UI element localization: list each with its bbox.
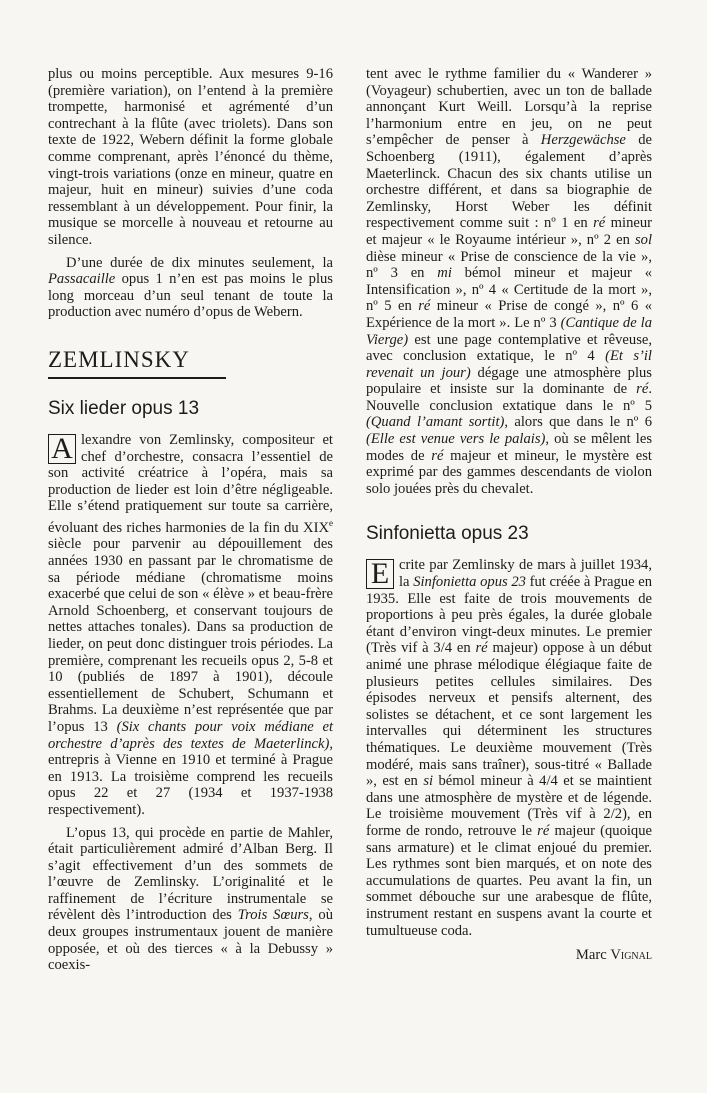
drop-cap: A xyxy=(48,434,76,464)
left-column xyxy=(48,66,333,974)
paragraph-opus13: L’opus 13, qui procède en partie de Mahler, était particulièrement admiré d’Alban Berg. Il s’agit effectivement d’un des sommets de l’œuvre de Zemlinsky. L’originalité et le raffinement de l’écriture instrumentale se révèlent dès l’introduction des Trois Sœurs, où deux groupes instrumentaux jouent de manière opposée, et où des tierces « à la Debussy » coexis- xyxy=(48,824,334,974)
paragraph-webern-variations: plus ou moins perceptible. Aux mesures 9-16 (première variation), on l’entend à la première trompette, harmonisé et agrémenté d’un contrechant à la flûte (avec triolets). Dans son texte de 1922, Webern définit la forme globale comme comprenant, après l’énoncé du thème, vingt-trois variations (onze en mineur, quatre en majeur, huit en mineur) suivies d’une coda ressemblant à un développement. Pour finir, la musique se morcelle à nouveau et retourne au silence. xyxy=(48,66,333,248)
subheading-six-lieder: Six lieder opus 13 xyxy=(48,397,200,419)
author-signature: Marc Vignal xyxy=(575,947,652,964)
section-heading: ZEMLINSKY xyxy=(48,347,226,379)
paragraph-sinfonietta: E crite par Zemlinsky de mars à juillet 1934, la Sinfonietta opus 23 fut créée à Prague en 1935. Elle est faite de trois mouvements de proportions à peu près égales, la durée globale étant d’environ vingt-deux minutes. Le premier (Très vif à 3/4 en ré majeur) oppose à un début animé une phrase mélodique élégiaque faite de plusieurs petites cellules similaires. Des épisodes nerveux et pensifs alternent, des solistes se détachent, et ce sont largement les intervalles qui déterminent les structures thématiques. Le deuxième mouvement (Très modéré, mais sans traîner), sous-titré « Ballade », est en si bémol mineur à 4/4 et se maintient dans une atmosphère de mystère et de légende. Le troisième mouvement (Très vif à 2/2), en forme de rondo, retrouve le ré majeur (quoique sans armature) et le climat enjoué du premier. Les rythmes sont bien marqués, et on note des accumulations de quartes. Peu avant la fin, un sommet débouche sur une arabesque de flûte, instrument restant en suspens avant la courte et tumultueuse coda. xyxy=(366,557,653,939)
paragraph-opus13-continued: tent avec le rythme familier du « Wanderer » (Voyageur) schubertien, avec un ton de ballade annonçant Kurt Weill. Lorsqu’à la reprise l’harmonium entre en jeu, on ne peut s’empêcher de penser à Herzgewächse de Schoenberg (1911), également d’après Maeterlinck. Chacun des six chants utilise un orchestre différent, et dans sa biographie de Zemlinsky, Horst Weber les définit respectivement comme suit : nº 1 en ré mineur et majeur « le Royaume intérieur », nº 2 en sol dièse mineur « Prise de conscience de la vie », nº 3 en mi bémol mineur et majeur « Intensification », nº 4 « Certitude de la mort », nº 5 en ré mineur « Prise de congé », nº 6 « Expérience de la mort ». Le nº 3 (Cantique de la Vierge) est une page contemplative et rêveuse, avec conclusion extatique, le nº 4 (Et s’il revenait un jour) dégage une atmosphère plus populaire et insiste sur la dominante de ré. Nouvelle conclusion extatique dans le nº 5 (Quand l’amant sortit), alors que dans le nº 6 (Elle est venue vers le palais), où se mêlent les modes de ré majeur et mineur, le mystère est exprimé par des gammes descendants de violon solo jouées près du chevalet. xyxy=(366,66,653,497)
right-column xyxy=(366,66,652,964)
drop-cap: E xyxy=(366,559,394,589)
paragraph-zemlinsky-intro: A lexandre von Zemlinsky, compositeur et chef d’orchestre, consacra l’essentiel de son activité créatrice à l’opéra, mais sa production de lieder est loin d’être négligeable. Elle s’étend pratiquement sur toute sa carrière, évoluant des riches harmonies de la fin du XIXe siècle pour parvenir au dépouillement des années 1930 en passant par le chromatisme de sa période médiane (chromatisme moins exacerbé que celui de son « élève » et beau-frère Arnold Schoenberg, et conservant toujours de nettes attaches tonales). Dans sa production de lieder, on peut donc distinguer trois périodes. La première, comprenant les recueils opus 2, 5-8 et 10 (publiés de 1897 à 1901), découle essentiellement de Schubert, Schumann et Brahms. La deuxième n’est représentée que par l’opus 13 (Six chants pour voix médiane et orchestre d’après des textes de Maeterlinck), entrepris à Vienne en 1910 et terminé à Prague en 1913. La troisième comprend les recueils opus 22 et 27 (1934 et 1937-1938 respectivement). xyxy=(48,431,333,818)
subheading-sinfonietta: Sinfonietta opus 23 xyxy=(366,523,529,545)
paragraph-passacaille: D’une durée de dix minutes seulement, la Passacaille opus 1 n’en est pas moins le plus long morceau d’un seul tenant de toute la production avec numéro d’opus de Webern. xyxy=(48,254,333,321)
